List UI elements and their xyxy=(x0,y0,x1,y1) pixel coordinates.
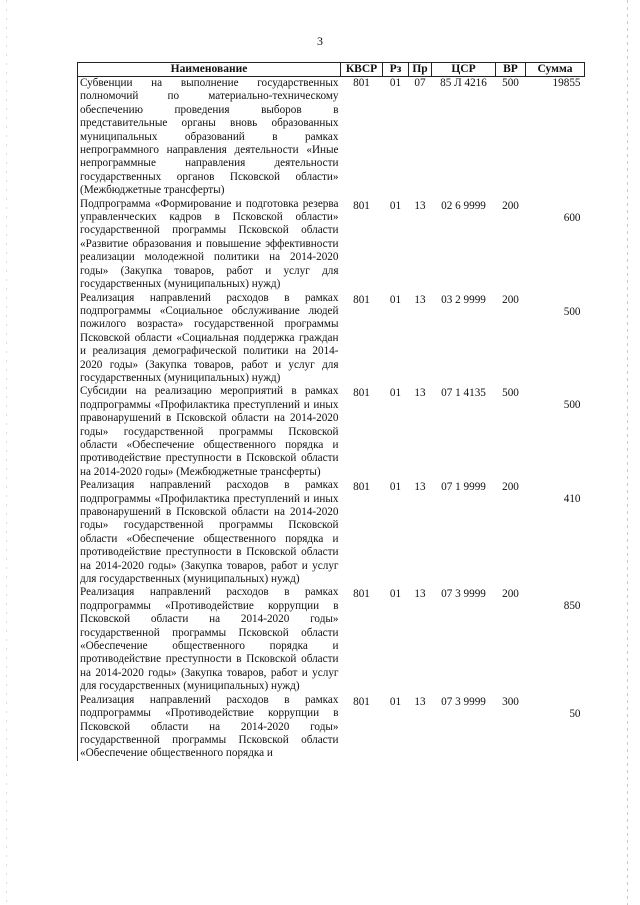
rz-cell: 01 xyxy=(389,199,402,212)
sum-cell: 600 xyxy=(563,211,581,224)
pr-cell: 13 xyxy=(414,481,426,494)
header-pr: Пр xyxy=(409,63,432,77)
row-name-cell: Реализация направлений расходов в рамках подпрограммы «Противодействие коррупции в Псковской области на 2014-2020 годы» государственной программы Псковской области «Обеспечение общественного порядка и xyxy=(78,694,341,761)
csr-cell: 07 1 9999 xyxy=(441,481,486,494)
vr-cell: 200 xyxy=(502,293,519,306)
header-rz: Рз xyxy=(383,63,409,77)
table-row xyxy=(78,198,585,292)
header-vr: ВР xyxy=(496,63,526,77)
header-sum: Сумма xyxy=(526,63,585,77)
header-csr: ЦСР xyxy=(432,63,496,77)
row-name-cell: Субвенции на выполнение государственных полномочий по материально-техническому обеспечению проведения выборов в представительные органы вновь образованных муниципальных образований в рамках непрограммного направления деятельности «Иные непрограммные направления деятельности государственных органов Псковской области» (Межбюджетные трансферты) xyxy=(78,77,341,198)
sum-cell: 500 xyxy=(563,399,581,412)
vr-cell: 300 xyxy=(502,695,519,708)
rz-cell: 01 xyxy=(389,481,402,494)
csr-cell: 03 2 9999 xyxy=(441,293,486,306)
kvsr-cell: 801 xyxy=(353,695,370,708)
rz-cell: 01 xyxy=(389,588,402,601)
table-row xyxy=(78,479,585,586)
vr-cell: 200 xyxy=(502,588,519,601)
header-name: Наименование xyxy=(78,63,341,77)
kvsr-cell: 801 xyxy=(353,199,370,212)
rz-cell: 01 xyxy=(389,695,402,708)
pr-cell: 07 xyxy=(414,77,426,89)
table-header-row xyxy=(78,63,585,77)
vr-cell: 500 xyxy=(502,77,519,89)
pr-cell: 13 xyxy=(414,199,426,212)
csr-cell: 02 6 9999 xyxy=(441,199,486,212)
scan-edge-right xyxy=(627,0,628,905)
row-name-cell: Реализация направлений расходов в рамках подпрограммы «Профилактика преступлений и иных правонарушений в Псковской области на 2014-2020 годы» государственной программы Псковской области «Обеспечение общественного порядка и противодействие преступности в Псковской области на 2014-2020 годы» (Закупка товаров, работ и услуг для государственных (муниципальных) нужд) xyxy=(78,479,341,586)
page-number: 3 xyxy=(317,34,323,48)
row-name-cell: Подпрограмма «Формирование и подготовка резерва управленческих кадров в Псковской области» государственной программы Псковской области «Развитие образования и повышение эффективности реализации молодежной политики на 2014-2020 годы» (Закупка товаров, работ и услуг для государственных (муниципальных) нужд) xyxy=(78,198,341,292)
table-row xyxy=(78,77,585,198)
sum-cell: 50 xyxy=(569,707,581,720)
pr-cell: 13 xyxy=(414,695,426,708)
pr-cell: 13 xyxy=(414,588,426,601)
kvsr-cell: 801 xyxy=(353,387,370,400)
pr-cell: 13 xyxy=(414,387,426,400)
vr-cell: 500 xyxy=(502,387,519,400)
row-name-cell: Субсидии на реализацию мероприятий в рамках подпрограммы «Профилактика преступлений и иных правонарушений в Псковской области на 2014-2020 годы» государственной программы Псковской области «Обеспечение общественного порядка и противодействие преступности в Псковской области на 2014-2020 годы» (Межбюджетные трансферты) xyxy=(78,385,341,479)
csr-cell: 07 3 9999 xyxy=(441,588,486,601)
header-kvsr: КВСР xyxy=(341,63,383,77)
sum-cell: 850 xyxy=(563,600,581,613)
pr-cell: 13 xyxy=(414,293,426,306)
rz-cell: 01 xyxy=(389,77,402,89)
scan-edge-left xyxy=(6,0,7,905)
row-name-cell: Реализация направлений расходов в рамках подпрограммы «Противодействие коррупции в Псковской области на 2014-2020 годы» государственной программы Псковской области «Обеспечение общественного порядка и противодействие преступности в Псковской области на 2014-2020 годы» (Закупка товаров, работ и услуг для государственных (муниципальных) нужд) xyxy=(78,586,341,693)
csr-cell: 85 Л 4216 xyxy=(440,77,487,89)
table-row xyxy=(78,586,585,693)
table-row xyxy=(78,694,585,761)
csr-cell: 07 3 9999 xyxy=(441,695,486,708)
sum-cell: 410 xyxy=(563,493,581,506)
kvsr-cell: 801 xyxy=(353,588,370,601)
vr-cell: 200 xyxy=(502,199,519,212)
sum-cell: 500 xyxy=(563,305,581,318)
rz-cell: 01 xyxy=(389,387,402,400)
vr-cell: 200 xyxy=(502,481,519,494)
budget-table xyxy=(77,62,585,761)
kvsr-cell: 801 xyxy=(353,77,370,89)
rz-cell: 01 xyxy=(389,293,402,306)
table-row xyxy=(78,292,585,386)
table-body xyxy=(78,77,585,761)
table-row xyxy=(78,385,585,479)
kvsr-cell: 801 xyxy=(353,293,370,306)
kvsr-cell: 801 xyxy=(353,481,370,494)
sum-cell: 19855 xyxy=(552,77,581,89)
csr-cell: 07 1 4135 xyxy=(441,387,486,400)
row-name-cell: Реализация направлений расходов в рамках подпрограммы «Социальное обслуживание людей пожилого возраста» государственной программы Псковской области «Социальная поддержка граждан и реализация демографической политики на 2014-2020 годы» (Закупка товаров, работ и услуг для государственных (муниципальных) нужд) xyxy=(78,292,341,386)
